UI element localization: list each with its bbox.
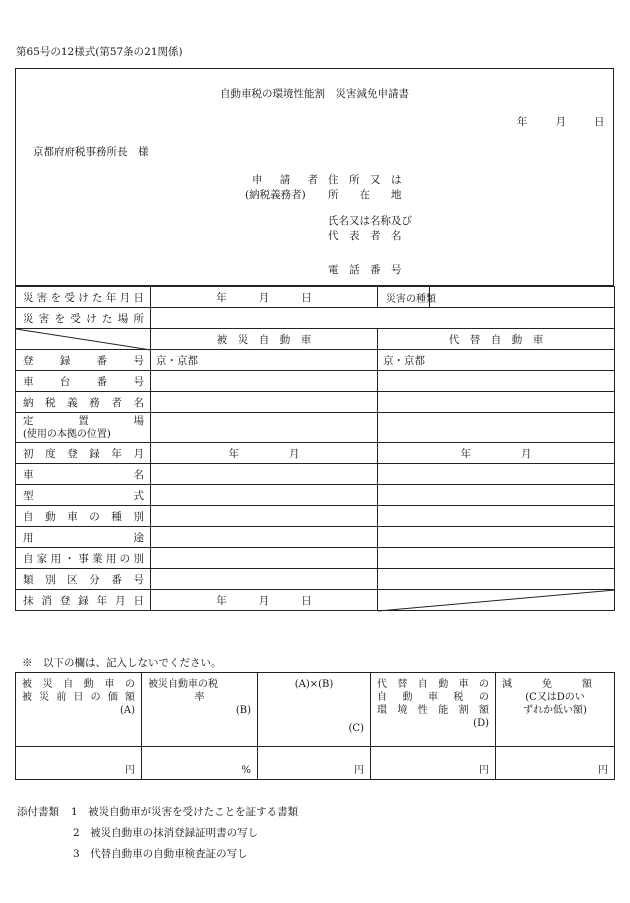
office-use-note: ※ 以下の欄は、記入しないでください。 [22,657,222,669]
disaster-date-year: 年 [216,291,227,304]
table-row [16,464,615,485]
substitute-registration-no[interactable] [378,350,615,371]
model-label: 型式 [16,485,151,506]
crossout-line [378,590,615,611]
substitute-first-reg-month: 月 [521,447,532,460]
applicant-label: 申 請 者 [252,174,318,186]
name-label-2: 代 表 者 名 [328,230,402,242]
affected-storage-location[interactable] [151,413,378,443]
disaster-type-label: 災害の種類 [378,287,430,308]
calc-a-tag: (A) [119,705,135,716]
dereg-month: 月 [258,594,270,607]
affected-vehicle-header: 被 災 自 動 車 [151,329,378,350]
table-row [16,747,615,780]
table-row [16,569,615,590]
dereg-day: 日 [301,594,312,607]
calc-a-line1: 被災自動車の [22,679,135,690]
disaster-place-field[interactable] [151,308,615,329]
table-row [16,548,615,569]
calc-a-line2: 被災前日の価額 [22,692,135,703]
affected-model[interactable] [151,485,378,506]
application-header-box [15,68,614,286]
first-registration-label: 初度登録年月 [16,443,151,464]
diagonal-header-cell [16,329,151,350]
storage-label-1: 定置場 [23,415,144,427]
substitute-vehicle-header: 代 替 自 動 車 [378,329,615,350]
table-row [16,443,615,464]
calc-e-line3: ずれか低い額) [523,705,587,716]
table-row [16,287,615,308]
calc-d-line3: 環境性能割額 [377,705,489,716]
calc-value-e[interactable] [496,747,615,780]
affected-chassis-no[interactable] [151,371,378,392]
affected-private-business[interactable] [151,548,378,569]
substitute-car-type[interactable] [378,506,615,527]
substitute-car-name[interactable] [378,464,615,485]
substitute-first-registration[interactable] [378,443,615,464]
table-row [16,308,615,329]
calc-value-b[interactable] [142,747,258,780]
attachments [17,802,298,865]
attachment-item-2: 2 被災自動車の抹消登録証明書の写し [73,827,259,839]
name-label-1: 氏名又は名称及び [328,215,412,227]
calc-header-e [496,673,615,747]
date-month: 月 [555,116,566,128]
taxpayer-name-label: 納税義務者名 [16,392,151,413]
calc-header-d [371,673,496,747]
table-row [16,485,615,506]
unit-yen: 円 [598,765,608,776]
date-line[interactable] [517,114,605,129]
calc-value-d[interactable] [371,747,496,780]
affected-usage[interactable] [151,527,378,548]
substitute-chassis-no[interactable] [378,371,615,392]
form-title: 自動車税の環境性能割 災害減免申請書 [220,88,409,100]
address-label-1: 住 所 又 は [328,174,402,186]
private-business-label: 自家用・事業用の別 [16,548,151,569]
table-row [16,506,615,527]
disaster-date-day: 日 [301,291,312,304]
calc-b-tag: (B) [235,705,251,716]
disaster-type-field[interactable] [430,287,615,308]
car-type-label: 自動車の種別 [16,506,151,527]
substitute-taxpayer-name[interactable] [378,392,615,413]
table-row [16,350,615,371]
table-row [16,413,615,443]
taxpayer-label: (納税義務者) [245,189,306,201]
calculation-table [15,672,615,780]
phone-label: 電 話 番 号 [328,264,402,276]
attachment-item-3: 3 代替自動車の自動車検査証の写し [73,848,248,860]
table-row [16,371,615,392]
disaster-date-field[interactable] [151,287,378,308]
registration-no-label: 登録番号 [16,350,151,371]
table-row [16,329,615,350]
table-row [16,392,615,413]
calc-e-line1: 減 免 額 [502,679,592,690]
affected-registration-no[interactable] [151,350,378,371]
car-name-label: 車名 [16,464,151,485]
substitute-reg-prefix: 京・京都 [383,354,425,367]
date-day: 日 [594,116,605,128]
disaster-date-label: 災害を受けた年月日 [16,287,151,308]
usage-label: 用途 [16,527,151,548]
storage-location-label [16,413,151,443]
substitute-first-reg-year: 年 [460,447,471,460]
table-row [16,590,615,611]
substitute-class-no[interactable] [378,569,615,590]
disaster-date-month: 月 [258,291,270,304]
unit-yen: 円 [125,765,135,776]
calc-b-line1: 被災自動車の税 [148,679,218,690]
calc-c-line1: (A)×(B) [294,679,334,690]
addressee: 京都府府税事務所長 様 [33,146,149,158]
substitute-private-business[interactable] [378,548,615,569]
substitute-model[interactable] [378,485,615,506]
affected-taxpayer-name[interactable] [151,392,378,413]
substitute-storage-location[interactable] [378,413,615,443]
calc-e-line2: (C又はDのい [525,692,585,703]
calc-d-line1: 代替自動車の [377,679,489,690]
affected-class-no[interactable] [151,569,378,590]
substitute-dereg-crossed [378,590,615,611]
unit-yen: 円 [479,765,489,776]
deregistration-date-field[interactable] [151,590,378,611]
calc-value-a[interactable] [16,747,142,780]
affected-car-name[interactable] [151,464,378,485]
affected-first-reg-year: 年 [228,447,239,460]
calc-header-b [142,673,258,747]
date-year: 年 [517,116,528,128]
form-reference: 第65号の12様式(第57条の21関係) [16,46,183,58]
calc-b-line2: 率 [194,692,205,703]
calc-header-a [16,673,142,747]
storage-label-2: (使用の本拠の位置) [23,429,111,440]
attachment-item-1: 1 被災自動車が災害を受けたことを証する書類 [71,806,299,818]
disaster-place-label: 災害を受けた場所 [16,308,151,329]
calc-d-line2: 自動車税の [377,692,489,703]
affected-reg-prefix: 京・京都 [156,354,198,367]
diagonal-line [16,329,151,350]
calc-header-c [258,673,371,747]
substitute-usage[interactable] [378,527,615,548]
table-row [16,527,615,548]
calc-d-tag: (D) [473,718,489,729]
unit-yen: 円 [354,765,364,776]
affected-car-type[interactable] [151,506,378,527]
class-no-label: 類別区分番号 [16,569,151,590]
unit-percent: % [241,765,251,776]
calc-c-tag: (C) [348,723,364,734]
affected-first-reg-month: 月 [289,447,300,460]
vehicle-info-table [15,286,615,611]
calc-value-c[interactable] [258,747,371,780]
table-row [16,673,615,747]
chassis-no-label: 車台番号 [16,371,151,392]
dereg-year: 年 [216,594,227,607]
deregistration-date-label: 抹消登録年月日 [16,590,151,611]
affected-first-registration[interactable] [151,443,378,464]
attachments-label: 添付書類 [17,806,59,818]
attachment-line-1 [17,802,298,823]
address-label-2: 所 在 地 [328,189,402,201]
